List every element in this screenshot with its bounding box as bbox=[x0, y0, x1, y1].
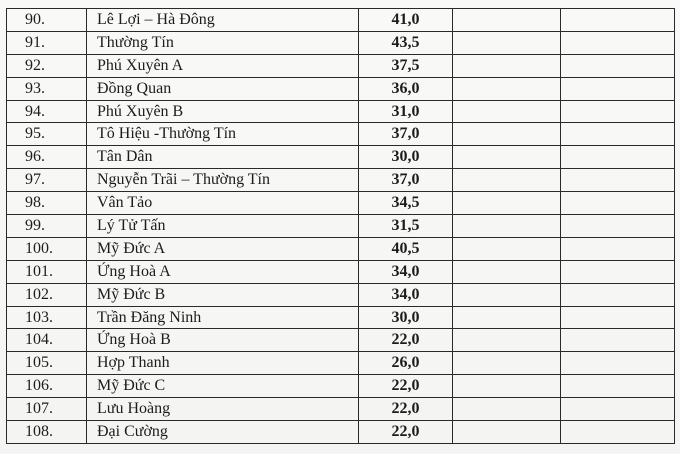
empty-cell bbox=[453, 398, 561, 421]
empty-cell bbox=[561, 306, 675, 329]
score-cell: 22,0 bbox=[359, 329, 453, 352]
score-table-body bbox=[7, 9, 675, 444]
empty-cell bbox=[561, 283, 675, 306]
empty-cell bbox=[453, 283, 561, 306]
empty-cell bbox=[561, 54, 675, 77]
empty-cell bbox=[453, 146, 561, 169]
empty-cell bbox=[561, 375, 675, 398]
row-number-cell: 101. bbox=[7, 260, 87, 283]
score-cell: 22,0 bbox=[359, 375, 453, 398]
row-number-cell: 107. bbox=[7, 398, 87, 421]
empty-cell bbox=[561, 260, 675, 283]
table-row bbox=[7, 192, 675, 215]
empty-cell bbox=[561, 100, 675, 123]
row-number-cell: 98. bbox=[7, 192, 87, 215]
school-name-cell: Ứng Hoà B bbox=[87, 329, 359, 352]
row-number-cell: 103. bbox=[7, 306, 87, 329]
empty-cell bbox=[561, 352, 675, 375]
school-name-cell: Đại Cường bbox=[87, 421, 359, 444]
empty-cell bbox=[561, 146, 675, 169]
row-number-cell: 100. bbox=[7, 237, 87, 260]
empty-cell bbox=[453, 77, 561, 100]
school-name-cell: Tô Hiệu -Thường Tín bbox=[87, 123, 359, 146]
empty-cell bbox=[561, 237, 675, 260]
school-name-cell: Tân Dân bbox=[87, 146, 359, 169]
empty-cell bbox=[453, 375, 561, 398]
row-number-cell: 105. bbox=[7, 352, 87, 375]
empty-cell bbox=[561, 421, 675, 444]
empty-cell bbox=[453, 215, 561, 238]
row-number-cell: 94. bbox=[7, 100, 87, 123]
score-cell: 30,0 bbox=[359, 306, 453, 329]
table-row bbox=[7, 329, 675, 352]
row-number-cell: 106. bbox=[7, 375, 87, 398]
table-row bbox=[7, 100, 675, 123]
school-name-cell: Lý Tử Tấn bbox=[87, 215, 359, 238]
school-name-cell: Ứng Hoà A bbox=[87, 260, 359, 283]
score-cell: 22,0 bbox=[359, 421, 453, 444]
row-number-cell: 93. bbox=[7, 77, 87, 100]
empty-cell bbox=[453, 260, 561, 283]
table-row bbox=[7, 215, 675, 238]
table-row bbox=[7, 283, 675, 306]
empty-cell bbox=[453, 9, 561, 32]
table-row bbox=[7, 169, 675, 192]
table-row bbox=[7, 421, 675, 444]
empty-cell bbox=[453, 54, 561, 77]
empty-cell bbox=[453, 237, 561, 260]
score-cell: 37,0 bbox=[359, 169, 453, 192]
score-cell: 34,5 bbox=[359, 192, 453, 215]
score-cell: 36,0 bbox=[359, 77, 453, 100]
table-row bbox=[7, 31, 675, 54]
school-name-cell: Mỹ Đức B bbox=[87, 283, 359, 306]
school-name-cell: Trần Đăng Ninh bbox=[87, 306, 359, 329]
empty-cell bbox=[453, 421, 561, 444]
empty-cell bbox=[453, 192, 561, 215]
score-cell: 34,0 bbox=[359, 260, 453, 283]
empty-cell bbox=[453, 31, 561, 54]
table-row bbox=[7, 260, 675, 283]
score-table bbox=[6, 8, 675, 444]
table-row bbox=[7, 237, 675, 260]
row-number-cell: 90. bbox=[7, 9, 87, 32]
empty-cell bbox=[453, 329, 561, 352]
empty-cell bbox=[453, 123, 561, 146]
school-name-cell: Lê Lợi – Hà Đông bbox=[87, 9, 359, 32]
school-name-cell: Phú Xuyên B bbox=[87, 100, 359, 123]
empty-cell bbox=[561, 398, 675, 421]
row-number-cell: 97. bbox=[7, 169, 87, 192]
empty-cell bbox=[453, 306, 561, 329]
empty-cell bbox=[561, 9, 675, 32]
table-row bbox=[7, 54, 675, 77]
score-cell: 43,5 bbox=[359, 31, 453, 54]
empty-cell bbox=[561, 77, 675, 100]
empty-cell bbox=[561, 123, 675, 146]
table-row bbox=[7, 306, 675, 329]
row-number-cell: 108. bbox=[7, 421, 87, 444]
school-name-cell: Mỹ Đức C bbox=[87, 375, 359, 398]
empty-cell bbox=[453, 352, 561, 375]
table-row bbox=[7, 77, 675, 100]
table-row bbox=[7, 123, 675, 146]
score-cell: 31,5 bbox=[359, 215, 453, 238]
score-cell: 40,5 bbox=[359, 237, 453, 260]
empty-cell bbox=[561, 215, 675, 238]
row-number-cell: 95. bbox=[7, 123, 87, 146]
score-cell: 37,5 bbox=[359, 54, 453, 77]
school-name-cell: Lưu Hoàng bbox=[87, 398, 359, 421]
empty-cell bbox=[561, 31, 675, 54]
empty-cell bbox=[453, 100, 561, 123]
table-row bbox=[7, 9, 675, 32]
table-row bbox=[7, 352, 675, 375]
row-number-cell: 99. bbox=[7, 215, 87, 238]
score-cell: 26,0 bbox=[359, 352, 453, 375]
score-cell: 22,0 bbox=[359, 398, 453, 421]
score-cell: 31,0 bbox=[359, 100, 453, 123]
row-number-cell: 104. bbox=[7, 329, 87, 352]
empty-cell bbox=[561, 169, 675, 192]
school-name-cell: Đồng Quan bbox=[87, 77, 359, 100]
table-row bbox=[7, 375, 675, 398]
school-name-cell: Thường Tín bbox=[87, 31, 359, 54]
school-name-cell: Phú Xuyên A bbox=[87, 54, 359, 77]
empty-cell bbox=[561, 329, 675, 352]
table-row bbox=[7, 146, 675, 169]
score-cell: 37,0 bbox=[359, 123, 453, 146]
row-number-cell: 102. bbox=[7, 283, 87, 306]
score-cell: 41,0 bbox=[359, 9, 453, 32]
school-name-cell: Vân Tảo bbox=[87, 192, 359, 215]
school-name-cell: Mỹ Đức A bbox=[87, 237, 359, 260]
score-cell: 34,0 bbox=[359, 283, 453, 306]
school-name-cell: Nguyễn Trãi – Thường Tín bbox=[87, 169, 359, 192]
empty-cell bbox=[453, 169, 561, 192]
row-number-cell: 91. bbox=[7, 31, 87, 54]
school-name-cell: Hợp Thanh bbox=[87, 352, 359, 375]
empty-cell bbox=[561, 192, 675, 215]
row-number-cell: 92. bbox=[7, 54, 87, 77]
row-number-cell: 96. bbox=[7, 146, 87, 169]
score-cell: 30,0 bbox=[359, 146, 453, 169]
table-row bbox=[7, 398, 675, 421]
